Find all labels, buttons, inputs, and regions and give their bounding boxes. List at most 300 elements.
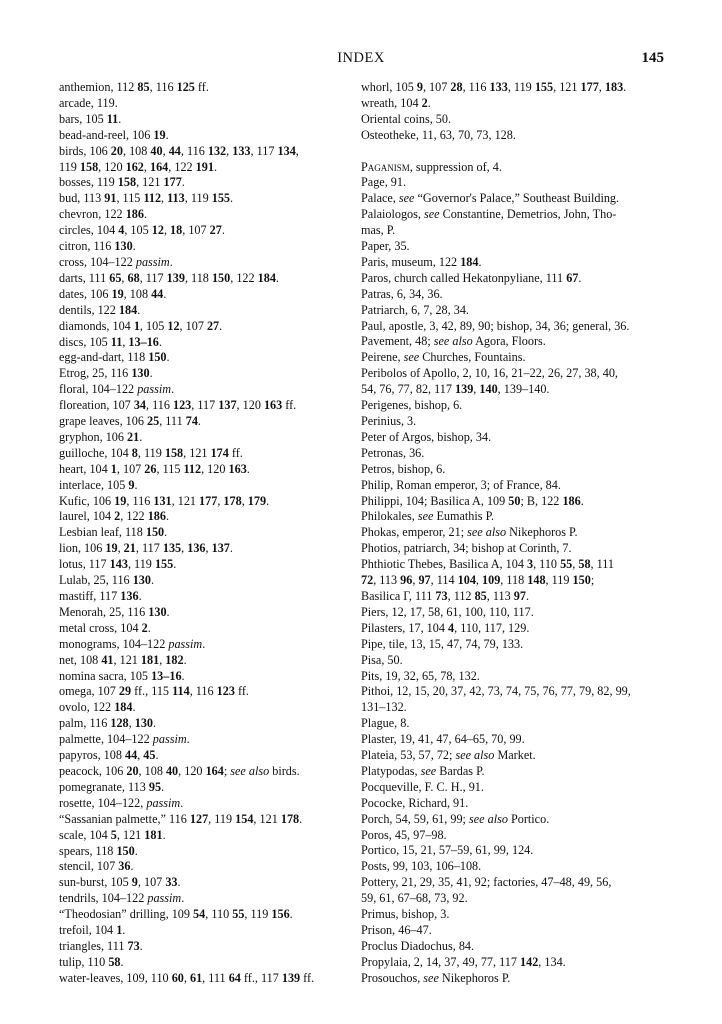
entry-text: Philokales, [361, 509, 418, 524]
figure-ref: 184 [118, 302, 138, 317]
entry-text: tulip, 110 [59, 954, 109, 969]
entry-text: , 111 [202, 970, 229, 985]
entry-text: . [197, 414, 201, 429]
index-entry [361, 112, 664, 128]
entry-text: ; [223, 763, 231, 778]
entry-text: , 119 [507, 80, 535, 94]
entry-text: mas, P. [361, 223, 396, 238]
index-entry [361, 891, 664, 907]
figure-ref: 142 [520, 954, 539, 969]
figure-ref: 174 [210, 445, 229, 460]
entry-text: . [181, 175, 185, 190]
figure-ref: 9 [131, 875, 138, 890]
index-entry [361, 955, 664, 971]
figure-ref: 11 [106, 111, 119, 126]
figure-ref: 2 [421, 95, 428, 110]
index-entry [361, 859, 664, 875]
index-entry [361, 716, 664, 732]
entry-text: palmette, 104–122 [59, 732, 153, 747]
entry-text: . [118, 111, 122, 126]
figure-ref: 155 [211, 191, 231, 206]
figure-ref: 179 [247, 493, 267, 508]
entry-text: . [623, 80, 627, 94]
index-entry [59, 891, 354, 907]
figure-ref: 44 [168, 143, 181, 158]
entry-text: , [121, 270, 128, 285]
entry-text: , [183, 970, 190, 985]
figure-ref: 150 [572, 573, 591, 588]
entry-text: . [165, 127, 169, 142]
entry-text: . [120, 954, 124, 969]
index-entry [59, 366, 354, 382]
entry-text: , 116 [462, 80, 490, 94]
entry-text: Paros, church called Hekatonpyliane, 111 [361, 270, 567, 285]
index-entry [361, 382, 664, 398]
index-entry [361, 843, 664, 859]
figure-ref: 72 [361, 573, 374, 588]
entry-text: , 119 [127, 557, 155, 572]
entry-text: see also [230, 763, 270, 778]
index-entry [59, 541, 354, 557]
index-entry [59, 637, 354, 653]
entry-text: . [130, 859, 134, 874]
index-entry [361, 175, 664, 191]
figure-ref: 19 [105, 541, 118, 556]
index-entry [59, 939, 354, 955]
index-entry [361, 334, 664, 350]
entry-text: dentils, 122 [59, 302, 119, 317]
entry-text: Platypodas, [361, 763, 421, 778]
index-entry [59, 239, 354, 255]
index-entry [59, 414, 354, 430]
figure-ref: 150 [116, 843, 135, 858]
entry-text: floreation, 107 [59, 398, 134, 413]
entry-text: Pavement, 48; [361, 334, 434, 349]
figure-ref: 140 [479, 382, 498, 397]
index-entry [59, 160, 354, 176]
entry-text: Pocqueville, F. C. H., 91. [361, 779, 484, 794]
figure-ref: 125 [176, 80, 195, 94]
figure-ref: 127 [189, 811, 209, 826]
figure-ref: 29 [118, 684, 132, 699]
entry-text: . [166, 604, 170, 619]
entry-text: Posts, 99, 103, 106–108. [361, 859, 482, 874]
figure-ref: 130 [131, 366, 150, 381]
entry-text: Prison, 46–47. [361, 923, 432, 938]
entry-text: , 116 [189, 684, 217, 699]
entry-text: Poros, 45, 97–98. [361, 827, 447, 842]
index-entry [361, 287, 664, 303]
index-entry [361, 589, 664, 605]
entry-text: , 117 [191, 398, 219, 413]
entry-text: lotus, 117 [59, 557, 110, 572]
entry-text: bead-and-reel, 106 [59, 127, 154, 142]
entry-text: nomina sacra, 105 [59, 668, 152, 683]
index-entry [361, 605, 664, 621]
entry-text: Photios, patriarch, 34; bishop at Corinth, 7. [361, 541, 572, 556]
index-entry [59, 319, 354, 335]
index-entry [59, 923, 354, 939]
index-entry [59, 764, 354, 780]
entry-text: . [186, 732, 190, 747]
figure-ref: 163 [263, 398, 283, 413]
index-entry [361, 414, 664, 430]
index-entry [59, 907, 354, 923]
entry-text: , 112 [447, 588, 475, 603]
figure-ref: 96 [400, 573, 413, 588]
entry-text: . [183, 652, 187, 667]
index-entry [361, 462, 664, 478]
entry-text: , [181, 541, 188, 556]
entry-text: egg-and-dart, 118 [59, 350, 149, 365]
figure-ref: 11 [110, 334, 123, 349]
entry-text: chevron, 122 [59, 207, 126, 222]
index-entry [59, 255, 354, 271]
index-entry [361, 191, 664, 207]
figure-ref: 91 [104, 191, 117, 206]
index-entry [59, 128, 354, 144]
entry-text: ovolo, 122 [59, 700, 115, 715]
index-entry [361, 255, 664, 271]
figure-ref: 133 [232, 143, 251, 158]
entry-text: . [163, 286, 167, 301]
entry-text: , [226, 143, 233, 158]
entry-text: . [213, 159, 217, 174]
entry-text: . [180, 795, 184, 810]
figure-ref: 21 [123, 541, 136, 556]
entry-text: , [295, 143, 299, 158]
index-entry [59, 494, 354, 510]
index-entry [361, 239, 664, 255]
entry-text: , 134. [538, 954, 566, 969]
index-entry [361, 494, 664, 510]
index-entry [361, 971, 664, 987]
index-entry [59, 796, 354, 812]
entry-text: “Governor's Palace,” Southeast Building. [414, 191, 620, 206]
entry-text: Porch, 54, 59, 61, 99; [361, 811, 469, 826]
entry-text: Philippi, 104; Basilica A, 109 [361, 493, 509, 508]
entry-text: Kufic, 106 [59, 493, 115, 508]
entry-text: . [229, 541, 233, 556]
entry-text: , 105 [124, 223, 152, 238]
figure-ref: 104 [457, 573, 476, 588]
page-title: INDEX [337, 50, 385, 66]
index-entry [59, 573, 354, 589]
figure-ref: 12 [151, 223, 164, 238]
index-entry [59, 557, 354, 573]
entry-text: 119 [59, 159, 80, 174]
entry-text: , 121 [553, 80, 581, 94]
entry-text: Agora, Floors. [472, 334, 546, 349]
entry-text: . [219, 318, 223, 333]
index-entry [361, 160, 664, 176]
entry-text: Plaster, 19, 41, 47, 64–65, 70, 99. [361, 732, 525, 747]
entry-text: , 117 [250, 143, 278, 158]
entry-text: 59, 61, 67–68, 73, 92. [361, 891, 468, 906]
index-entry [361, 732, 664, 748]
entry-text: Proclus Diadochus, 84. [361, 938, 475, 953]
figure-ref: 20 [126, 763, 139, 778]
index-entry [361, 478, 664, 494]
figure-ref: 182 [165, 652, 184, 667]
index-entry [59, 732, 354, 748]
entry-text: Osteotheke, 11, 63, 70, 73, 128. [361, 127, 516, 142]
entry-text: , 120 [178, 763, 206, 778]
index-entry [361, 700, 664, 716]
entry-text: ff. [300, 970, 315, 985]
entry-text: , 105 [139, 318, 168, 333]
entry-text: see [398, 191, 415, 206]
index-entry [361, 573, 664, 589]
figure-ref: 109 [482, 573, 501, 588]
section-gap [361, 144, 664, 160]
index-entry [59, 430, 354, 446]
index-entry [361, 812, 664, 828]
entry-text: stencil, 107 [59, 859, 119, 874]
entry-text: Phokas, emperor, 21; [361, 525, 468, 540]
figure-ref: 2 [141, 620, 148, 635]
entry-text: see [403, 350, 420, 365]
entry-text: , 111 [590, 557, 615, 572]
entry-text: floral, 104–122 [59, 382, 138, 397]
figure-ref: 112 [143, 191, 162, 206]
index-entry [361, 446, 664, 462]
entry-text: Propylaia, 2, 14, 37, 49, 77, 117 [361, 954, 520, 969]
figure-ref: 191 [195, 159, 214, 174]
figure-ref: 181 [140, 652, 160, 667]
entry-text: ff., 117 [240, 970, 282, 985]
entry-text: , [159, 652, 166, 667]
entry-text: , 120 [236, 398, 264, 413]
figure-ref: 60 [171, 970, 184, 985]
entry-text: Palace, [361, 191, 399, 206]
index-entry [361, 430, 664, 446]
entry-text: Perigenes, bishop, 6. [361, 398, 463, 413]
figure-ref: 164 [205, 763, 224, 778]
entry-text: see [423, 207, 440, 222]
index-entry [59, 875, 354, 891]
entry-text: , 116 [149, 80, 177, 94]
index-entry [59, 112, 354, 128]
entry-text: Perinius, 3. [361, 414, 417, 429]
entry-text: palm, 116 [59, 716, 111, 731]
entry-text: birds. [269, 763, 300, 778]
entry-text: Paper, 35. [361, 239, 410, 254]
figure-ref: 9 [416, 80, 423, 94]
entry-text: , [412, 573, 419, 588]
entry-text: , [162, 143, 169, 158]
entry-text: . [143, 207, 148, 222]
figure-ref: 13–16 [151, 668, 182, 683]
entry-text: passim [168, 636, 203, 651]
figure-ref: 55 [560, 557, 573, 572]
entry-text: , 113 [373, 573, 401, 588]
figure-ref: 73 [435, 588, 448, 603]
entry-text: , 121 [116, 827, 145, 842]
figure-ref: 137 [218, 398, 237, 413]
figure-ref: 19 [111, 286, 124, 301]
entry-text: Palaiologos, [361, 207, 424, 222]
entry-text: Nikephoros P. [506, 525, 578, 540]
figure-ref: 58 [578, 557, 591, 572]
entry-text: , 108 [138, 763, 166, 778]
figure-ref: 162 [125, 159, 144, 174]
entry-text: . [150, 573, 155, 588]
entry-text: Pococke, Richard, 91. [361, 795, 469, 810]
entry-text: , 107 [182, 223, 210, 238]
entry-text: Constantine, Demetrios, John, Tho- [439, 207, 617, 222]
figure-ref: 156 [271, 907, 290, 922]
index-entry [59, 509, 354, 525]
figure-ref: 186 [125, 207, 144, 222]
entry-text: Churches, Fountains. [419, 350, 526, 365]
figure-ref: 36 [118, 859, 131, 874]
entry-text: birds, 106 [59, 143, 111, 158]
entry-text: . [580, 493, 584, 508]
entry-text: . [578, 270, 582, 285]
index-entry [59, 350, 354, 366]
figure-ref: 113 [167, 191, 185, 206]
index-entry [361, 541, 664, 557]
index-entry [361, 748, 664, 764]
figure-ref: 25 [147, 414, 160, 429]
figure-ref: 158 [164, 445, 184, 460]
entry-text: , 111 [159, 414, 186, 429]
entry-text: gryphon, 106 [59, 429, 128, 444]
entry-text: Oriental coins, 50. [361, 111, 452, 126]
entry-text: Piers, 12, 17, 58, 61, 100, 110, 117. [361, 604, 534, 619]
entry-text: . [138, 589, 142, 603]
entry-text: Prosouchos, [361, 970, 424, 985]
index-entry [59, 462, 354, 478]
index-entry [59, 859, 354, 875]
entry-text: Lesbian leaf, 118 [59, 525, 146, 540]
index-entry [361, 557, 664, 573]
index-entry [59, 144, 354, 160]
figure-ref: 27 [209, 223, 222, 238]
entry-text: whorl, 105 [361, 80, 417, 94]
figure-ref: 27 [206, 318, 220, 333]
figure-ref: 4 [448, 620, 455, 635]
entry-text: . [122, 923, 126, 938]
entry-text: see also [433, 334, 473, 349]
figure-ref: 130 [134, 716, 153, 731]
index-entry [59, 223, 354, 239]
figure-ref: 44 [125, 748, 138, 763]
figure-ref: 41 [101, 652, 114, 667]
index-entry [59, 271, 354, 287]
entry-text: Bardas P. [436, 763, 485, 778]
index-entry [361, 223, 664, 239]
figure-ref: 55 [232, 907, 245, 922]
index-entry [361, 525, 664, 541]
entry-text: Patriarch, 6, 7, 28, 34. [361, 302, 469, 317]
entry-text: . [275, 270, 279, 285]
entry-text: see also [469, 811, 508, 826]
entry-text: , 122 [168, 159, 196, 174]
index-entry [361, 621, 664, 637]
index-entry [59, 653, 354, 669]
figure-ref: 97 [513, 588, 526, 603]
entry-text: citron, 116 [59, 239, 115, 254]
entry-text: omega, 107 [59, 684, 119, 699]
figure-ref: 74 [185, 414, 198, 429]
figure-ref: 97 [418, 573, 431, 588]
entry-text: Philip, Roman emperor, 3; of France, 84. [361, 477, 561, 492]
entry-text: . [169, 254, 173, 269]
entry-text: , [143, 159, 150, 174]
entry-text: . [427, 95, 431, 110]
entry-text: Paris, museum, 122 [361, 254, 461, 269]
entry-text: , [241, 493, 248, 508]
index-entry [59, 621, 354, 637]
figure-ref: 114 [172, 684, 190, 699]
entry-text: , 118 [500, 573, 528, 588]
figure-ref: 184 [257, 270, 276, 285]
entry-text: . [139, 938, 143, 953]
entry-text: , 110 [205, 907, 233, 922]
entry-text: , 107 [137, 875, 166, 890]
entry-text: Pits, 19, 32, 65, 78, 132. [361, 668, 480, 683]
entry-text: see also [467, 525, 507, 540]
entry-text: , 107 [422, 80, 451, 94]
index-entry [59, 446, 354, 462]
figure-ref: 186 [562, 493, 581, 508]
index-entry [361, 350, 664, 366]
entry-text: monograms, 104–122 [59, 636, 169, 651]
entry-text: . [153, 716, 157, 731]
index-entry [59, 780, 354, 796]
index-entry [59, 191, 354, 207]
entry-text: , 121 [183, 445, 211, 460]
index-entry [361, 875, 664, 891]
entry-text: Plague, 8. [361, 716, 410, 731]
entry-text: rosette, 104–122, [59, 795, 147, 810]
figure-ref: 137 [211, 541, 230, 556]
entry-text: Etrog, 25, 116 [59, 366, 132, 381]
entry-text: , 119 [244, 907, 272, 922]
figure-ref: 164 [149, 159, 169, 174]
entry-text: , [122, 334, 129, 349]
figure-ref: 183 [604, 80, 624, 94]
figure-ref: 184 [460, 254, 479, 269]
figure-ref: 139 [281, 970, 301, 985]
entry-text: . [158, 334, 162, 349]
figure-ref: 123 [216, 684, 235, 699]
index-entry [361, 96, 664, 112]
entry-text: ; [590, 573, 595, 588]
entry-text: Eumathis P. [433, 509, 495, 524]
page-header [0, 50, 722, 70]
entry-text: 131–132. [361, 700, 407, 715]
entry-text: Patras, 6, 34, 36. [361, 286, 443, 301]
entry-text: ff., 115 [131, 684, 173, 699]
index-entry [59, 955, 354, 971]
figure-ref: 13–16 [128, 334, 159, 349]
entry-text: Pisa, 50. [361, 652, 403, 667]
entry-text: interlace, 105 [59, 477, 129, 492]
entry-text: , [473, 382, 480, 397]
figure-ref: 95 [148, 779, 162, 794]
entry-text: , 121 [136, 175, 164, 190]
entry-text: guilloche, 104 [59, 445, 132, 460]
entry-text: , [128, 716, 135, 731]
entry-text: Paganism [361, 159, 410, 174]
entry-text: Pilasters, 17, 104 [361, 620, 449, 635]
index-entry [59, 700, 354, 716]
figure-ref: 1 [110, 461, 117, 476]
index-entry [361, 637, 664, 653]
